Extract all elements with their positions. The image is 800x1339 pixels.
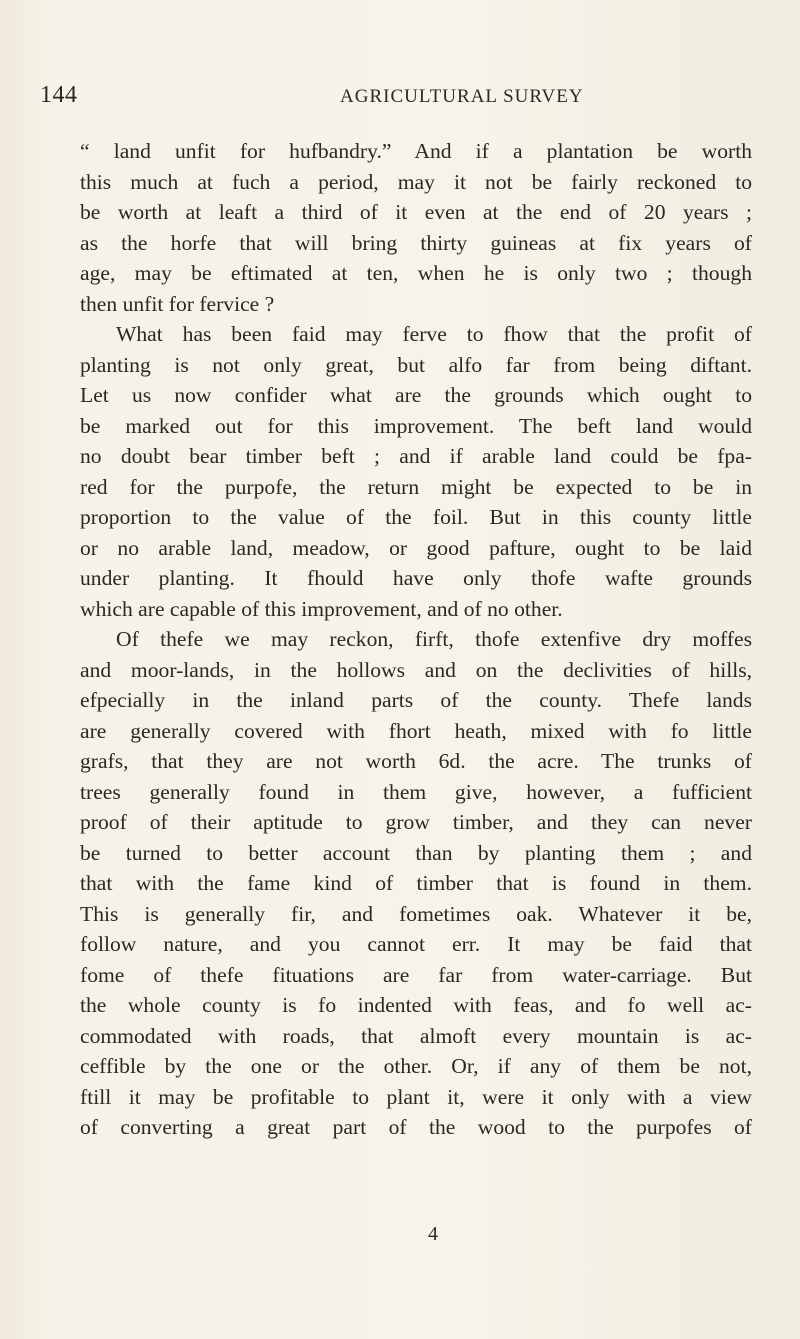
body-text bbox=[80, 136, 752, 1143]
text-line: be turned to better account than by planting them ; and bbox=[80, 840, 752, 865]
text-line: Of thefe we may reckon, firft, thofe extenfive dry moffes bbox=[116, 627, 752, 651]
page-header bbox=[40, 82, 760, 112]
text-line: no doubt bear timber beft ; and if arable land could be fpa- bbox=[80, 444, 752, 468]
signature-mark: 4 bbox=[428, 1223, 438, 1245]
text-line: which are capable of this improvement, and of no other. bbox=[80, 596, 563, 621]
text-line: “ land unfit for hufbandry.” And if a plantation be worth bbox=[80, 139, 752, 163]
text-line: This is generally fir, and fometimes oak. Whatever it be, bbox=[80, 901, 752, 926]
text-line: grafs, that they are not worth 6d. the acre. The trunks of bbox=[80, 749, 752, 773]
running-title: AGRICULTURAL SURVEY bbox=[340, 86, 584, 107]
text-line: under planting. It fhould have only thofe wafte grounds bbox=[80, 566, 752, 590]
text-line: proportion to the value of the foil. But in this county little bbox=[80, 505, 752, 529]
text-line: are generally covered with fhort heath, mixed with fo little bbox=[80, 718, 752, 743]
text-line: be marked out for this improvement. The beft land would bbox=[80, 413, 752, 438]
text-line: follow nature, and you cannot err. It may be faid that bbox=[80, 932, 752, 956]
text-line: ceffible by the one or the other. Or, if any of them be not, bbox=[80, 1054, 752, 1078]
text-line: What has been faid may ferve to fhow that the profit of bbox=[116, 322, 752, 346]
text-line: that with the fame kind of timber that is found in them. bbox=[80, 871, 752, 895]
text-line: or no arable land, meadow, or good pafture, ought to be laid bbox=[80, 535, 752, 560]
text-line: age, may be eftimated at ten, when he is only two ; though bbox=[80, 261, 752, 285]
text-line: proof of their aptitude to grow timber, and they can never bbox=[80, 810, 752, 834]
text-line: efpecially in the inland parts of the county. Thefe lands bbox=[80, 688, 752, 712]
text-line: then unfit for fervice ? bbox=[80, 291, 275, 316]
text-line: the whole county is fo indented with feas, and fo well ac- bbox=[80, 993, 752, 1017]
text-line: and moor-lands, in the hollows and on the declivities of hills, bbox=[80, 657, 752, 682]
text-line: Let us now confider what are the grounds which ought to bbox=[80, 383, 752, 407]
text-line: of converting a great part of the wood to the purpofes of bbox=[80, 1115, 752, 1139]
text-line: red for the purpofe, the return might be expected to be in bbox=[80, 474, 752, 499]
text-line: as the horfe that will bring thirty guineas at fix years of bbox=[80, 230, 752, 255]
text-line: ftill it may be profitable to plant it, were it only with a view bbox=[80, 1084, 752, 1109]
page-number: 144 bbox=[40, 82, 78, 108]
text-line: commodated with roads, that almoft every mountain is ac- bbox=[80, 1023, 752, 1048]
text-line: this much at fuch a period, may it not be fairly reckoned to bbox=[80, 169, 752, 194]
text-line: be worth at leaft a third of it even at the end of 20 years ; bbox=[80, 200, 752, 224]
text-line: trees generally found in them give, however, a fufficient bbox=[80, 779, 752, 804]
text-line: fome of thefe fituations are far from water-carriage. But bbox=[80, 962, 752, 987]
text-line: planting is not only great, but alfo far from being diftant. bbox=[80, 352, 752, 377]
